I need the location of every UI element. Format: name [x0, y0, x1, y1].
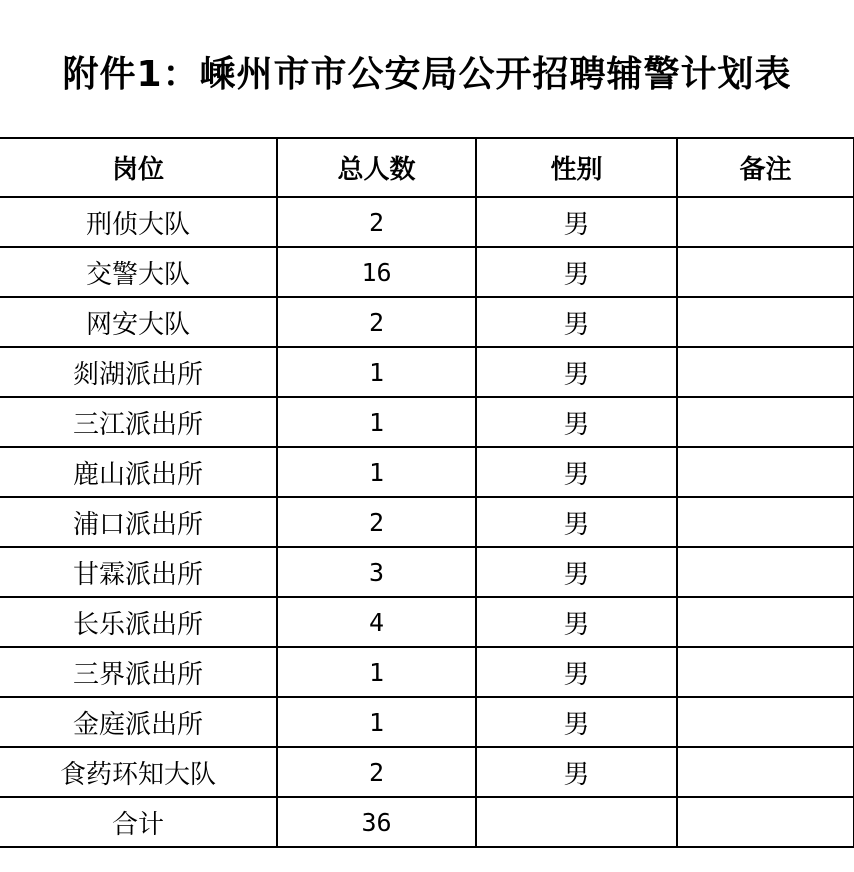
note-cell [677, 447, 854, 497]
post-cell: 鹿山派出所 [0, 447, 277, 497]
header-count: 总人数 [277, 138, 476, 197]
note-cell [677, 747, 854, 797]
post-cell: 浦口派出所 [0, 497, 277, 547]
count-cell: 4 [277, 597, 476, 647]
table-row [0, 697, 854, 747]
gender-cell: 男 [476, 647, 677, 697]
count-cell: 1 [277, 347, 476, 397]
table-row [0, 197, 854, 247]
post-cell: 三江派出所 [0, 397, 277, 447]
count-cell: 2 [277, 497, 476, 547]
count-cell: 2 [277, 197, 476, 247]
note-cell [677, 797, 854, 847]
table-row [0, 497, 854, 547]
gender-cell [476, 797, 677, 847]
gender-cell: 男 [476, 497, 677, 547]
gender-cell: 男 [476, 347, 677, 397]
gender-cell: 男 [476, 597, 677, 647]
gender-cell: 男 [476, 397, 677, 447]
total-count-cell: 36 [277, 797, 476, 847]
table-header-row [0, 138, 854, 197]
count-cell: 2 [277, 747, 476, 797]
table-row [0, 647, 854, 697]
note-cell [677, 547, 854, 597]
count-cell: 16 [277, 247, 476, 297]
note-cell [677, 597, 854, 647]
gender-cell: 男 [476, 247, 677, 297]
post-cell: 金庭派出所 [0, 697, 277, 747]
header-gender: 性别 [476, 138, 677, 197]
post-cell: 食药环知大队 [0, 747, 277, 797]
gender-cell: 男 [476, 447, 677, 497]
table-row [0, 297, 854, 347]
table-row [0, 397, 854, 447]
gender-cell: 男 [476, 547, 677, 597]
total-row [0, 797, 854, 847]
count-cell: 1 [277, 397, 476, 447]
gender-cell: 男 [476, 747, 677, 797]
gender-cell: 男 [476, 697, 677, 747]
gender-cell: 男 [476, 197, 677, 247]
note-cell [677, 697, 854, 747]
post-cell: 剡湖派出所 [0, 347, 277, 397]
table-row [0, 247, 854, 297]
table-row [0, 347, 854, 397]
note-cell [677, 497, 854, 547]
table-row [0, 447, 854, 497]
note-cell [677, 247, 854, 297]
count-cell: 1 [277, 647, 476, 697]
gender-cell: 男 [476, 297, 677, 347]
note-cell [677, 197, 854, 247]
header-post: 岗位 [0, 138, 277, 197]
post-cell: 甘霖派出所 [0, 547, 277, 597]
note-cell [677, 297, 854, 347]
note-cell [677, 397, 854, 447]
note-cell [677, 347, 854, 397]
post-cell: 交警大队 [0, 247, 277, 297]
count-cell: 1 [277, 447, 476, 497]
post-cell: 刑侦大队 [0, 197, 277, 247]
total-label-cell: 合计 [0, 797, 277, 847]
count-cell: 1 [277, 697, 476, 747]
post-cell: 网安大队 [0, 297, 277, 347]
note-cell [677, 647, 854, 697]
page-title: 附件1：嵊州市市公安局公开招聘辅警计划表 [62, 53, 792, 95]
count-cell: 2 [277, 297, 476, 347]
post-cell: 三界派出所 [0, 647, 277, 697]
table-row [0, 747, 854, 797]
post-cell: 长乐派出所 [0, 597, 277, 647]
count-cell: 3 [277, 547, 476, 597]
table-row [0, 597, 854, 647]
recruitment-plan-table [0, 137, 854, 848]
header-note: 备注 [677, 138, 854, 197]
table-row [0, 547, 854, 597]
